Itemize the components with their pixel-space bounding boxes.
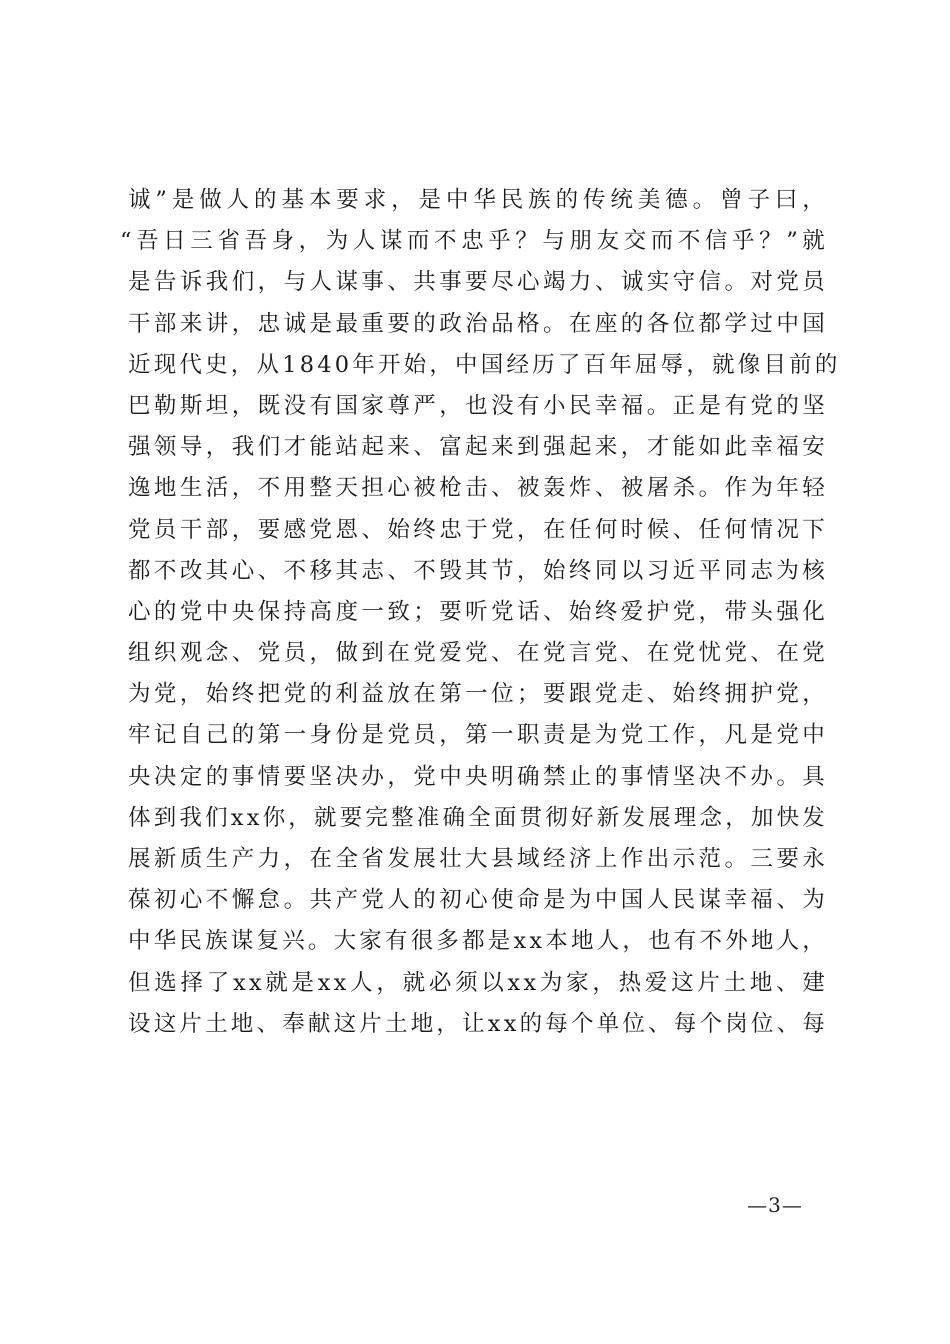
page-number: —3—	[747, 1193, 803, 1217]
text-line: 逸地生活，不用整天担心被枪击、被轰炸、被屠杀。作为年轻	[128, 475, 828, 502]
text-line: 近现代史，从1840年开始，中国经历了百年屈辱，就像目前的	[128, 351, 841, 378]
text-line: 设这片土地、奉献这片土地，让xx的每个单位、每个岗位、每	[128, 1010, 828, 1037]
text-line: 诚”是做人的基本要求，是中华民族的传统美德。曾子曰，	[128, 187, 828, 213]
text-line: 牢记自己的第一身份是党员，第一职责是为党工作，凡是党中	[128, 722, 828, 749]
text-line: 葆初心不懈怠。共产党人的初心使命是为中国人民谋幸福、为	[128, 887, 828, 914]
text-line: 党员干部，要感党恩、始终忠于党，在任何时候、任何情况下	[128, 516, 828, 543]
text-line: “吾日三省吾身，为人谋而不忠乎？与朋友交而不信乎？”就	[120, 228, 828, 255]
text-line: 是告诉我们，与人谋事、共事要尽心竭力、诚实守信。对党员	[128, 269, 828, 296]
text-line: 央决定的事情要坚决办，党中央明确禁止的事情坚决不办。具	[128, 763, 828, 790]
text-line: 中华民族谋复兴。大家有很多都是xx本地人，也有不外地人，	[128, 928, 828, 955]
text-line: 都不改其心、不移其志、不毁其节，始终同以习近平同志为核	[128, 557, 828, 584]
text-line: 组织观念、党员，做到在党爱党、在党言党、在党忧党、在党	[128, 640, 828, 667]
text-line: 但选择了xx就是xx人，就必须以xx为家，热爱这片土地、建	[128, 969, 828, 996]
text-line: 干部来讲，忠诚是最重要的政治品格。在座的各位都学过中国	[128, 310, 828, 337]
text-line: 体到我们xx你，就要完整准确全面贯彻好新发展理念，加快发	[128, 804, 828, 831]
text-line: 展新质生产力，在全省发展壮大县域经济上作出示范。三要永	[128, 846, 828, 872]
text-line: 为党，始终把党的利益放在第一位；要跟党走、始终拥护党，	[128, 681, 828, 708]
text-line: 强领导，我们才能站起来、富起来到强起来，才能如此幸福安	[128, 434, 828, 461]
body-text	[120, 180, 841, 1045]
text-line: 巴勒斯坦，既没有国家尊严，也没有小民幸福。正是有党的坚	[128, 392, 828, 419]
text-line: 心的党中央保持高度一致；要听党话、始终爱护党，带头强化	[128, 598, 828, 625]
